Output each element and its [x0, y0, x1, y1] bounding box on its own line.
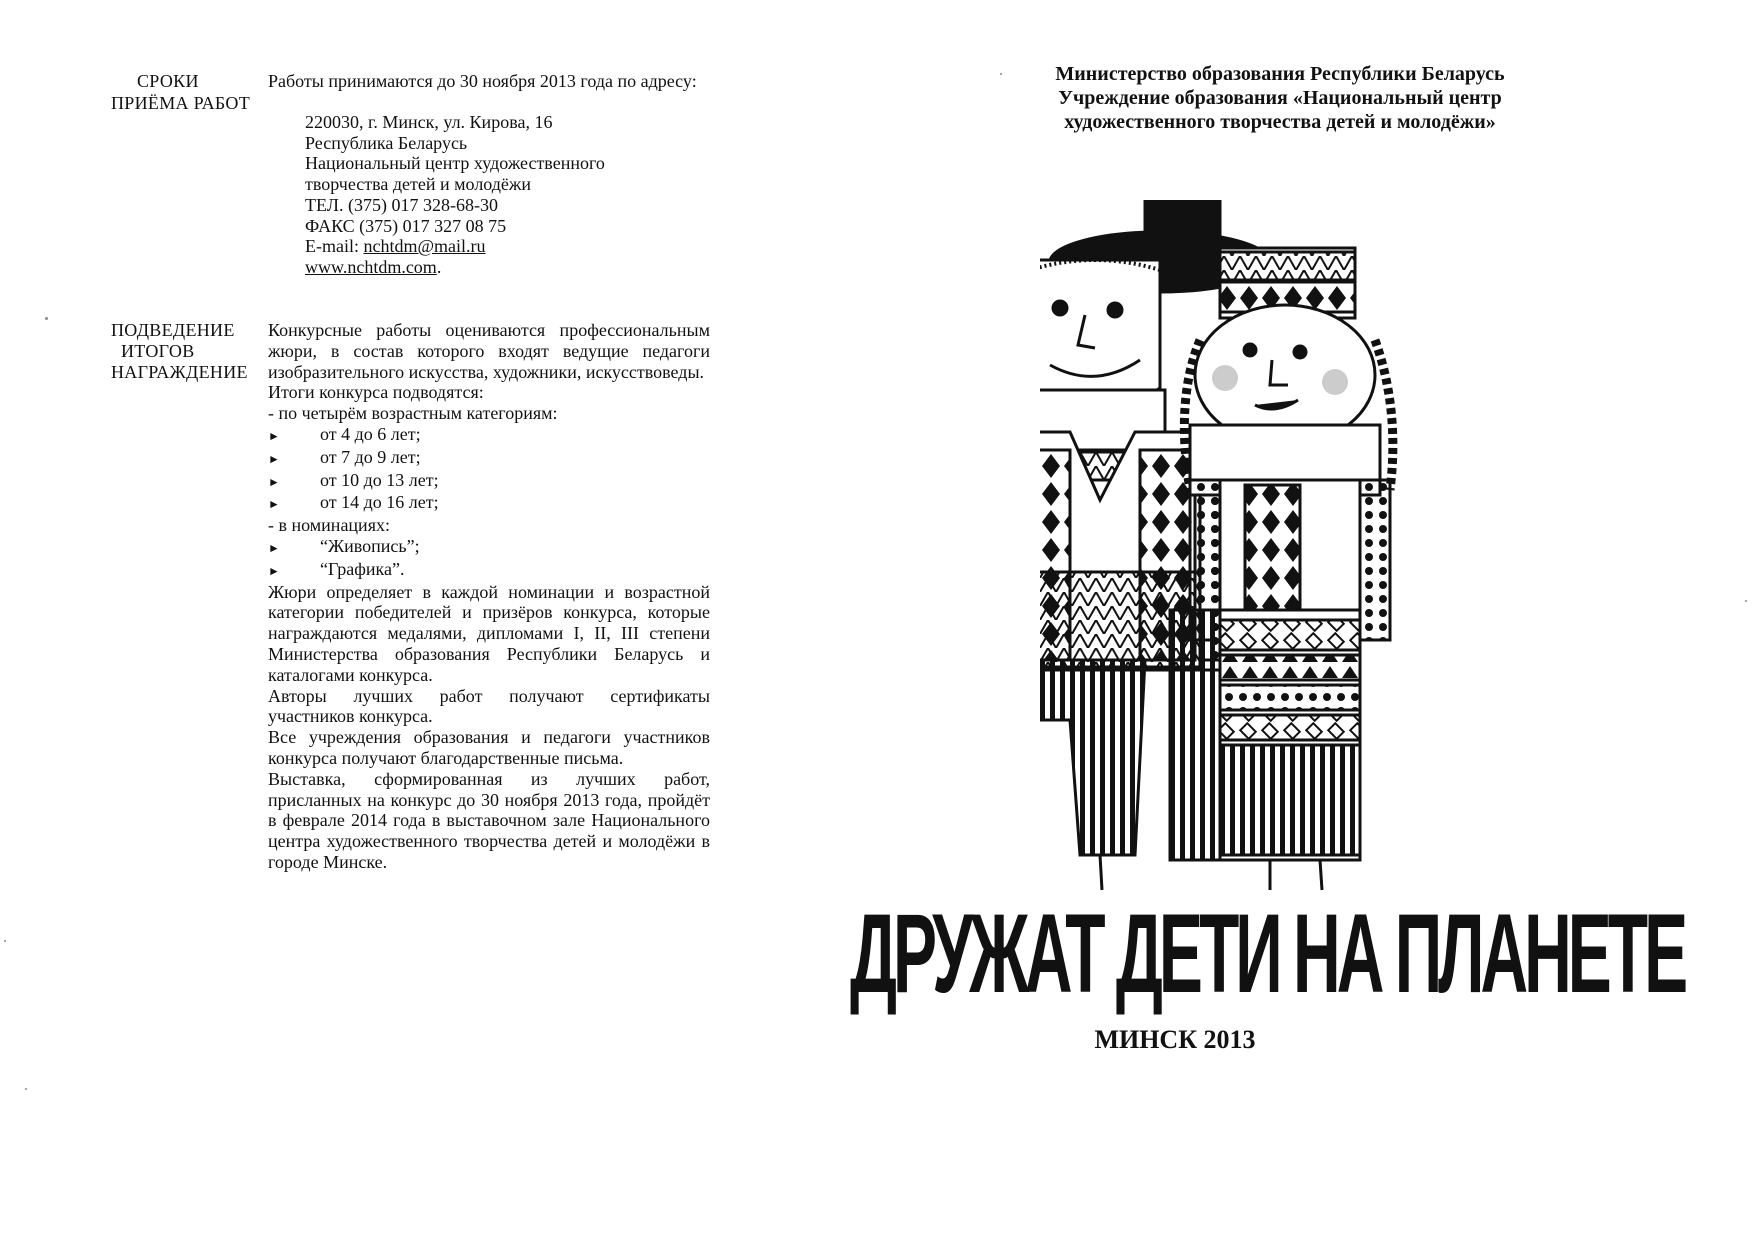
- address-line: Национальный центр художественного: [305, 153, 605, 174]
- scan-speck: [45, 317, 48, 320]
- results-label-line1: ПОДВЕДЕНИЕ: [111, 320, 235, 340]
- deadline-label: [111, 70, 250, 114]
- deadline-label-line2: ПРИЁМА РАБОТ: [111, 93, 251, 113]
- age-category: от 10 до 13 лет;: [320, 469, 439, 490]
- deadline-label-line1: СРОКИ: [137, 71, 199, 91]
- nomination: “Живопись”;: [320, 535, 420, 556]
- scan-speck: [1745, 600, 1747, 602]
- ministry-title: Министерство образования Республики Беларусь: [1055, 63, 1505, 85]
- city-year: МИНСК 2013: [1094, 1025, 1256, 1054]
- email-link[interactable]: nchtdm@mail.ru: [363, 236, 486, 257]
- results-label-line2: ИТОГОВ: [121, 341, 195, 361]
- exhibition-paragraph: Выставка, сформированная из лучших работ, присланных на конкурс до 30 ноября 2013 года, пройдёт в феврале 2014 года в выставочном зале Национального центра художественного творчества детей и молодёжи в городе Минске.: [268, 768, 710, 872]
- list-item: [268, 447, 710, 470]
- nomination-list: [268, 536, 710, 582]
- results-label-line3: НАГРАЖДЕНИЕ: [111, 362, 248, 382]
- address-line: творчества детей и молодёжи: [305, 174, 531, 195]
- address-line: Республика Беларусь: [305, 132, 468, 153]
- arrow-bullet-icon: ►: [268, 563, 280, 578]
- summary-intro: Итоги конкурса подводятся:: [268, 382, 484, 403]
- children-drawing: [1040, 200, 1600, 980]
- institution-line2: художественного творчества детей и молодёжи»: [1064, 111, 1496, 133]
- website-link[interactable]: www.nchtdm.com: [305, 256, 437, 277]
- awards-paragraph: Жюри определяет в каждой номинации и возрастной категории победителей и призёров конкурса, которые награждаются медалями, дипломами I, II, III степени Министерства образования Республики Беларусь и каталогами конкурса.: [268, 581, 710, 685]
- website-suffix: .: [436, 256, 442, 277]
- arrow-bullet-icon: ►: [268, 497, 280, 512]
- age-category: от 4 до 6 лет;: [320, 423, 421, 444]
- email-line: [305, 236, 605, 257]
- jury-paragraph: Конкурсные работы оцениваются профессиональным жюри, в состав которого входят ведущие педагоги изобразительного искусства, художники, искусствоведы.: [268, 320, 710, 382]
- address-block: [305, 112, 605, 278]
- phone-line: ТЕЛ. (375) 017 328-68-30: [305, 194, 498, 215]
- arrow-bullet-icon: ►: [268, 474, 280, 489]
- arrow-bullet-icon: ►: [268, 428, 280, 443]
- address-line: 220030, г. Минск, ул. Кирова, 16: [305, 112, 553, 132]
- list-item: [268, 424, 710, 447]
- girl-figure: [1170, 248, 1393, 890]
- list-item: [268, 492, 710, 515]
- institution-line1: Учреждение образования «Национальный центр: [1058, 87, 1502, 109]
- age-category: от 14 до 16 лет;: [320, 492, 439, 513]
- scan-speck: [4, 940, 6, 942]
- deadline-intro: Работы принимаются до 30 ноября 2013 года по адресу:: [268, 71, 697, 91]
- age-category-list: [268, 424, 710, 515]
- nominations-intro: - в номинациях:: [268, 515, 390, 536]
- list-item: [268, 536, 710, 559]
- results-body: [268, 320, 710, 873]
- age-intro: - по четырём возрастным категориям:: [268, 403, 558, 424]
- results-label: [111, 320, 248, 383]
- certificates-paragraph: Авторы лучших работ получают сертификаты участников конкурса.: [268, 685, 710, 727]
- cover-title: ДРУЖАТ ДЕТИ НА ПЛАНЕТЕ: [850, 890, 1685, 1016]
- website-line: [305, 257, 605, 278]
- list-item: [268, 470, 710, 493]
- cover-header: [1000, 62, 1560, 134]
- fax-line: ФАКС (375) 017 327 08 75: [305, 215, 507, 236]
- email-label: E-mail:: [305, 236, 364, 257]
- arrow-bullet-icon: ►: [268, 451, 280, 466]
- arrow-bullet-icon: ►: [268, 540, 280, 555]
- age-category: от 7 до 9 лет;: [320, 446, 421, 467]
- list-item: [268, 559, 710, 582]
- nomination: “Графика”.: [320, 558, 405, 579]
- scan-speck: [25, 1088, 27, 1090]
- letters-paragraph: Все учреждения образования и педагоги участников конкурса получают благодарственные письма.: [268, 727, 710, 768]
